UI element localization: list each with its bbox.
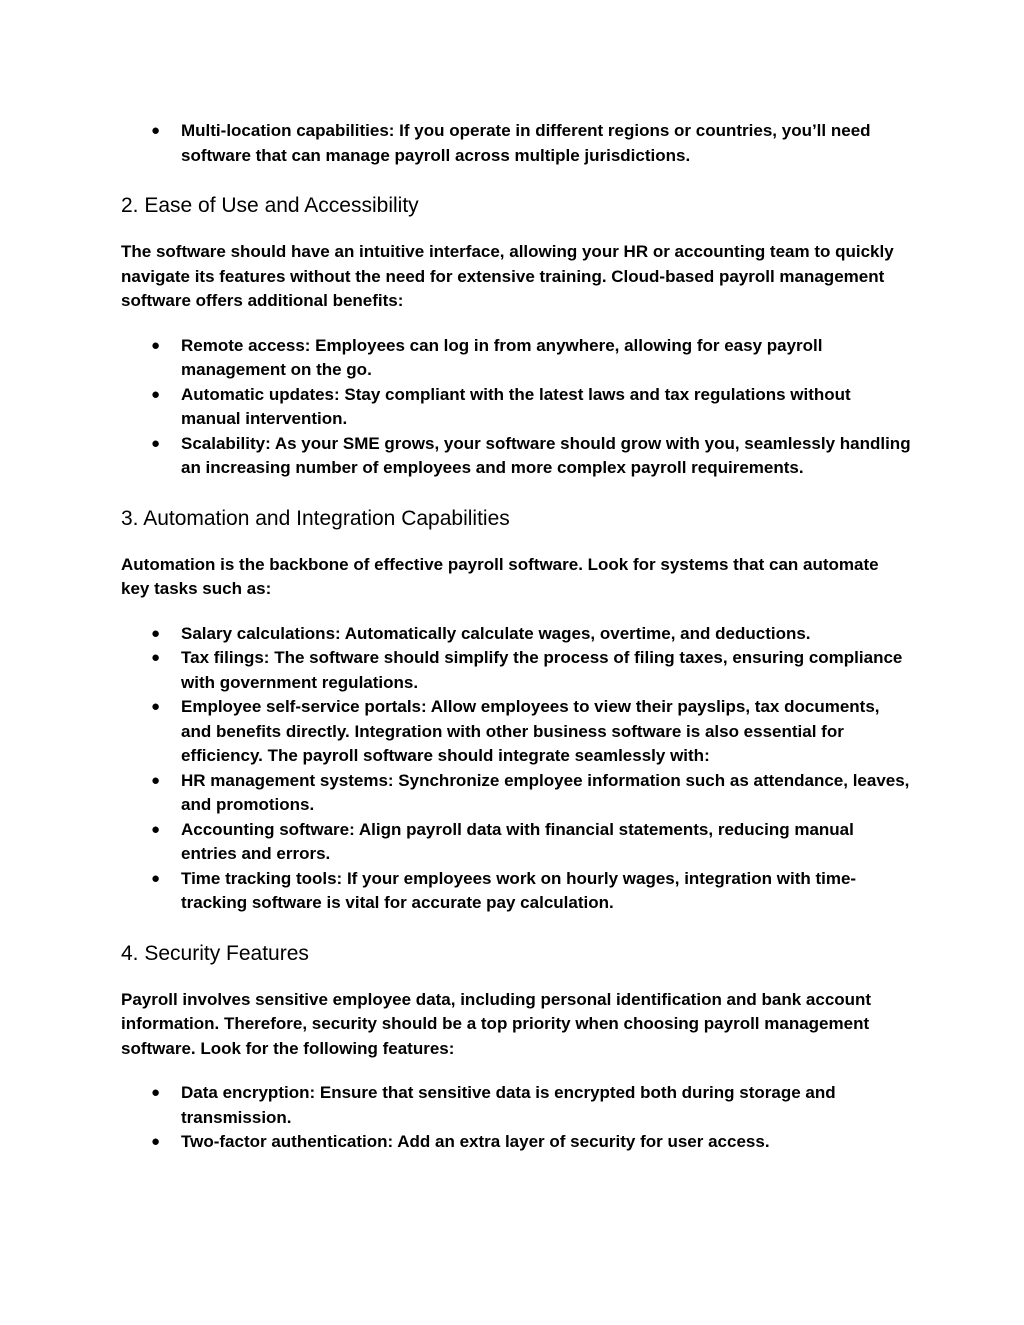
list-item bbox=[121, 1130, 911, 1155]
bullet-glyph: ● bbox=[151, 869, 161, 887]
section-automation-integration bbox=[121, 506, 911, 916]
list-item-text: Scalability: As your SME grows, your software should grow with you, seamlessly handling an increasing number of employees and more complex payroll requirements. bbox=[181, 433, 911, 477]
list-item bbox=[121, 334, 911, 383]
section-bullet-list bbox=[121, 1081, 911, 1155]
list-item bbox=[121, 383, 911, 432]
bullet-glyph: ● bbox=[151, 820, 161, 838]
bullet-glyph: ● bbox=[151, 624, 161, 642]
section-paragraph: Automation is the backbone of effective payroll software. Look for systems that can automate key tasks such as: bbox=[121, 554, 879, 598]
section-paragraph: Payroll involves sensitive employee data, including personal identification and bank account information. Therefore, security should be a top priority when choosing payroll management software. Look for the following features: bbox=[121, 989, 872, 1058]
section-heading: 4. Security Features bbox=[121, 941, 309, 965]
section-heading: 3. Automation and Integration Capabilities bbox=[121, 506, 510, 530]
list-item-text: Data encryption: Ensure that sensitive data is encrypted both during storage and transmission. bbox=[181, 1083, 836, 1127]
bullet-glyph: ● bbox=[151, 698, 161, 715]
list-item-text: Employee self-service portals: Allow employees to view their payslips, tax documents, and benefits directly. Integration with other business software is also essential for efficiency. The payroll software should integrate seamlessly with: bbox=[181, 697, 880, 765]
list-item bbox=[121, 818, 911, 867]
bullet-glyph: ● bbox=[151, 385, 161, 403]
section-heading: 2. Ease of Use and Accessibility bbox=[121, 194, 419, 217]
section-ease-of-use bbox=[121, 193, 911, 481]
bullet-glyph: ● bbox=[151, 336, 161, 354]
list-item bbox=[121, 769, 911, 818]
list-item-text: Two-factor authentication: Add an extra layer of security for user access. bbox=[181, 1132, 770, 1151]
bullet-glyph: ● bbox=[151, 1133, 161, 1150]
section-bullet-list bbox=[121, 622, 911, 916]
section-security-features bbox=[121, 941, 911, 1155]
bullet-glyph: ● bbox=[151, 122, 161, 139]
list-item bbox=[121, 867, 911, 916]
bullet-glyph: ● bbox=[151, 649, 161, 666]
bullet-glyph: ● bbox=[151, 434, 161, 452]
list-item-text: Time tracking tools: If your employees work on hourly wages, integration with time-tracking software is vital for accurate pay calculation. bbox=[181, 868, 857, 912]
bullet-glyph: ● bbox=[151, 771, 161, 789]
section-paragraph: The software should have an intuitive interface, allowing your HR or accounting team to quickly navigate its features without the need for extensive training. Cloud-based payroll management software offers additional benefits: bbox=[121, 242, 894, 310]
intro-bullet-list bbox=[121, 119, 911, 168]
list-item-text: HR management systems: Synchronize employee information such as attendance, leaves, and promotions. bbox=[181, 770, 910, 814]
list-item-text: Multi-location capabilities: If you operate in different regions or countries, you’ll need software that can manage payroll across multiple jurisdictions. bbox=[181, 121, 871, 165]
list-item bbox=[121, 1081, 911, 1130]
list-item-text: Salary calculations: Automatically calculate wages, overtime, and deductions. bbox=[181, 623, 811, 643]
list-item-text: Automatic updates: Stay compliant with the latest laws and tax regulations without manual intervention. bbox=[181, 384, 851, 428]
list-item bbox=[121, 432, 911, 481]
list-item bbox=[121, 646, 911, 695]
bullet-glyph: ● bbox=[151, 1084, 161, 1101]
list-item bbox=[121, 119, 911, 168]
section-bullet-list bbox=[121, 334, 911, 481]
list-item-text: Tax filings: The software should simplify the process of filing taxes, ensuring compliance with government regulations. bbox=[181, 648, 903, 692]
list-item-text: Remote access: Employees can log in from anywhere, allowing for easy payroll management on the go. bbox=[181, 335, 823, 379]
list-item bbox=[121, 695, 911, 769]
document-page bbox=[121, 119, 911, 1155]
list-item-text: Accounting software: Align payroll data with financial statements, reducing manual entries and errors. bbox=[181, 819, 854, 863]
list-item bbox=[121, 622, 911, 647]
